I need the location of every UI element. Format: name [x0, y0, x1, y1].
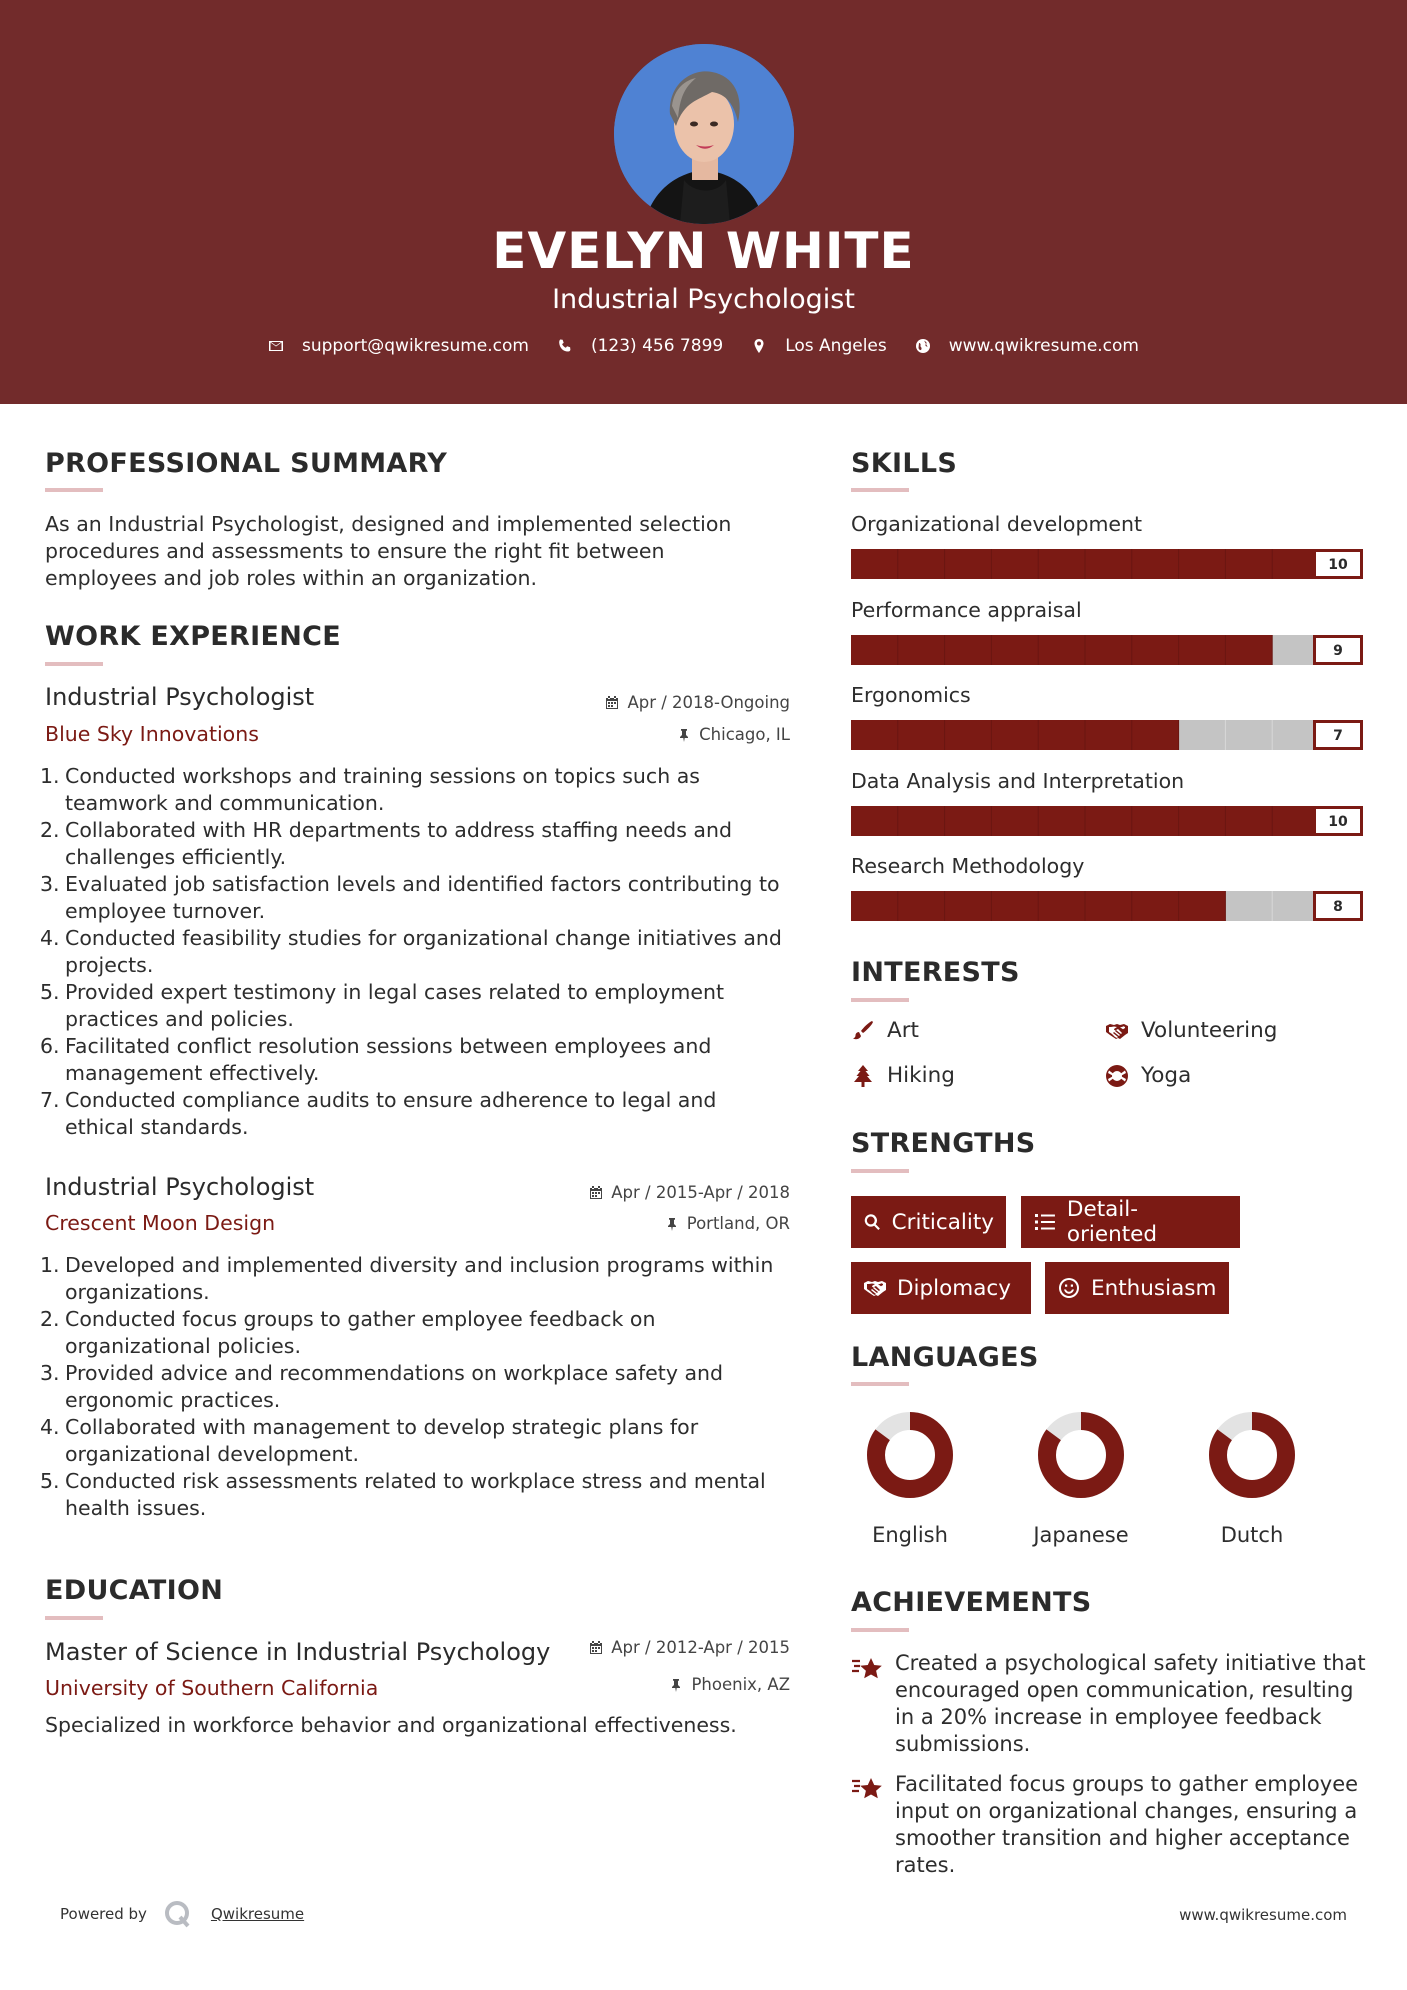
handshake-icon [863, 1276, 887, 1300]
job-dates [490, 693, 790, 712]
item-number: 1. [40, 1253, 60, 1277]
achievement-line: input on organizational changes, ensuring a [895, 1799, 1358, 1823]
bar-segment-filled [1038, 549, 1085, 579]
bar-segment-filled [991, 720, 1038, 750]
bar-segment-empty [1225, 720, 1272, 750]
experience-heading: WORK EXPERIENCE [45, 621, 341, 652]
website-text: www.qwikresume.com [948, 336, 1139, 356]
achievement-line: encouraged open communication, resulting [895, 1678, 1354, 1702]
bar-segment-empty [1272, 635, 1319, 665]
interest-hiking [851, 1063, 955, 1088]
map-pin-icon [751, 338, 767, 354]
star-award-icon [851, 1655, 885, 1685]
star-award-icon [851, 1775, 885, 1805]
bar-segment-filled [991, 806, 1038, 836]
strength-label: Criticality [891, 1209, 994, 1235]
skill-level-bar [851, 635, 1363, 665]
achievement-line: rates. [895, 1853, 956, 1877]
strength-label: Detail-oriented [1066, 1197, 1158, 1247]
summary-line: employees and job roles within an organization. [45, 566, 538, 590]
skill-label: Organizational development [851, 512, 1143, 536]
envelope-icon [268, 338, 284, 354]
section-rule [45, 1616, 103, 1620]
responsibility-item [40, 1414, 800, 1468]
skill-level-bar [851, 806, 1363, 836]
bar-segment-filled [898, 891, 945, 921]
bar-segment-filled [1132, 635, 1179, 665]
achievement-line: smoother transition and higher acceptance [895, 1826, 1350, 1850]
item-line: Provided expert testimony in legal cases related to employment [65, 980, 725, 1004]
bar-segment-filled [1038, 635, 1085, 665]
list-icon [1033, 1210, 1057, 1234]
item-number: 4. [40, 1415, 60, 1439]
strength-label: Diplomacy [897, 1275, 1011, 1301]
responsibility-item [40, 1087, 800, 1141]
summary-heading: PROFESSIONAL SUMMARY [45, 448, 448, 479]
item-line: ergonomic practices. [65, 1388, 281, 1412]
education-dates [490, 1638, 790, 1657]
item-number: 7. [40, 1088, 60, 1112]
achievements-heading: ACHIEVEMENTS [851, 1587, 1092, 1618]
item-line: ethical standards. [65, 1115, 249, 1139]
profile-photo [614, 44, 794, 224]
resume-header [0, 0, 1407, 404]
dates-text: Apr / 2012-Apr / 2015 [611, 1638, 790, 1657]
bar-segment-empty [1272, 891, 1319, 921]
responsibility-item [40, 871, 800, 925]
bar-segment-filled [1225, 635, 1272, 665]
bar-segment-filled [1272, 549, 1319, 579]
smile-icon [1057, 1276, 1081, 1300]
dates-text: Apr / 2018-Ongoing [627, 693, 790, 712]
responsibility-item [40, 1033, 800, 1087]
company-name: Crescent Moon Design [45, 1211, 276, 1235]
qwikresume-logo-icon [163, 1899, 193, 1929]
bar-segment-filled [945, 635, 992, 665]
bar-segment-filled [1132, 720, 1179, 750]
bar-segment-filled [1038, 720, 1085, 750]
item-line: organizational policies. [65, 1334, 301, 1358]
language-donut [850, 1405, 970, 1505]
powered-by [60, 1899, 304, 1929]
bar-segment-filled [851, 635, 898, 665]
item-line: organizational development. [65, 1442, 359, 1466]
bar-segment-filled [1085, 635, 1132, 665]
bar-segment-filled [945, 549, 992, 579]
responsibility-item [40, 1468, 800, 1522]
pushpin-icon [677, 728, 691, 742]
item-line: organizations. [65, 1280, 210, 1304]
pushpin-icon [665, 1217, 679, 1231]
skill-label: Performance appraisal [851, 597, 1082, 622]
interest-label: Art [887, 1018, 919, 1043]
responsibility-item [40, 763, 800, 817]
achievement-text [895, 1771, 1375, 1879]
responsibility-item [40, 1252, 800, 1306]
item-line: Collaborated with HR departments to address staffing needs and [65, 818, 732, 842]
language-label: Dutch [1220, 1523, 1284, 1547]
item-line: health issues. [65, 1496, 207, 1520]
paintbrush-icon [851, 1019, 875, 1043]
interest-yoga [1105, 1063, 1191, 1088]
candidate-name: EVELYN WHITE [492, 222, 915, 280]
interest-art [851, 1018, 919, 1043]
item-line: Conducted risk assessments related to workplace stress and mental [65, 1469, 766, 1493]
search-icon [863, 1210, 882, 1234]
language-label: Japanese [1033, 1523, 1129, 1547]
bar-segment-filled [1179, 549, 1226, 579]
candidate-title: Industrial Psychologist [552, 284, 855, 315]
interest-label: Volunteering [1141, 1018, 1278, 1043]
bar-segment-filled [1179, 891, 1226, 921]
skill-level-bar [851, 891, 1363, 921]
globe-icon [915, 338, 931, 354]
item-line: practices and policies. [65, 1007, 294, 1031]
item-line: teamwork and communication. [65, 791, 385, 815]
skill-level-bar [851, 549, 1363, 579]
school-name: University of Southern California [45, 1676, 379, 1700]
section-rule [851, 1382, 909, 1386]
section-rule [851, 1169, 909, 1173]
job-location [490, 1214, 790, 1233]
bar-segment-filled [1272, 806, 1319, 836]
bar-segment-filled [851, 549, 898, 579]
contact-website[interactable] [915, 336, 1139, 356]
item-line: Conducted workshops and training sessions on topics such as [65, 764, 700, 788]
bar-segment-filled [945, 891, 992, 921]
bar-segment-filled [991, 549, 1038, 579]
item-line: Evaluated job satisfaction levels and identified factors contributing to [65, 872, 780, 896]
lifering-icon [1105, 1064, 1129, 1088]
section-rule [851, 998, 909, 1002]
bar-segment-filled [1225, 549, 1272, 579]
item-line: Developed and implemented diversity and inclusion programs within [65, 1253, 774, 1277]
item-line: Provided advice and recommendations on workplace safety and [65, 1361, 724, 1385]
contact-location [751, 336, 887, 356]
item-number: 5. [40, 1469, 60, 1493]
bar-segment-filled [898, 720, 945, 750]
section-rule [45, 488, 103, 492]
language-donut [1021, 1405, 1141, 1505]
responsibility-item [40, 979, 800, 1033]
item-number: 2. [40, 1307, 60, 1331]
skill-label: Research Methodology [851, 854, 1085, 878]
skill-level-bar [851, 720, 1363, 750]
item-line: employee turnover. [65, 899, 266, 923]
bar-segment-filled [1085, 806, 1132, 836]
languages-heading: LANGUAGES [851, 1342, 1039, 1373]
bar-segment-filled [1132, 891, 1179, 921]
location-text: Portland, OR [686, 1214, 790, 1233]
education-description: Specialized in workforce behavior and organizational effectiveness. [45, 1713, 737, 1737]
bar-segment-filled [898, 635, 945, 665]
bar-segment-filled [1085, 891, 1132, 921]
phone-icon [557, 338, 573, 354]
bar-segment-filled [1132, 806, 1179, 836]
item-line: challenges efficiently. [65, 845, 287, 869]
section-rule [45, 662, 103, 666]
responsibility-item [40, 1360, 800, 1414]
strength-tag [1021, 1196, 1240, 1248]
strength-tag [851, 1262, 1031, 1314]
achievement-line: submissions. [895, 1732, 1031, 1756]
achievement-line: in a 20% increase in employee feedback [895, 1705, 1322, 1729]
responsibility-list [40, 763, 800, 1141]
calendar-icon [589, 1641, 603, 1655]
education-location [490, 1675, 790, 1694]
calendar-icon [605, 696, 619, 710]
item-line: Facilitated conflict resolution sessions between employees and [65, 1034, 712, 1058]
responsibility-item [40, 925, 800, 979]
bar-segment-filled [1038, 891, 1085, 921]
item-number: 2. [40, 818, 60, 842]
bar-segment-empty [1179, 720, 1226, 750]
strength-label: Enthusiasm [1091, 1275, 1217, 1301]
degree-title: Master of Science in Industrial Psychology [45, 1638, 551, 1666]
bar-segment-empty [1225, 891, 1272, 921]
contact-bar [0, 336, 1407, 356]
contact-email[interactable] [268, 336, 529, 356]
responsibility-item [40, 817, 800, 871]
email-text: support@qwikresume.com [302, 336, 529, 356]
bar-segment-filled [945, 720, 992, 750]
job-location [490, 725, 790, 744]
section-rule [851, 1628, 909, 1632]
job-dates [490, 1183, 790, 1202]
bar-segment-filled [898, 806, 945, 836]
location-text: Chicago, IL [699, 725, 790, 744]
skill-level-value: 7 [1333, 728, 1343, 744]
item-line: Conducted feasibility studies for organizational change initiatives and [65, 926, 782, 950]
item-number: 6. [40, 1034, 60, 1058]
bar-segment-filled [991, 635, 1038, 665]
powered-by-text: Powered by [60, 1905, 147, 1923]
interest-label: Hiking [887, 1063, 955, 1088]
summary-line: procedures and assessments to ensure the right fit between [45, 539, 665, 563]
bar-segment-filled [945, 806, 992, 836]
responsibility-list [40, 1252, 800, 1522]
item-line: projects. [65, 953, 154, 977]
interests-heading: INTERESTS [851, 957, 1020, 988]
calendar-icon [589, 1186, 603, 1200]
summary-text [45, 511, 785, 592]
item-number: 3. [40, 1361, 60, 1385]
achievement-line: Facilitated focus groups to gather employee [895, 1772, 1359, 1796]
bar-segment-filled [1179, 806, 1226, 836]
language-label: English [872, 1523, 948, 1547]
tree-icon [851, 1064, 875, 1088]
achievement-text [895, 1650, 1375, 1758]
company-name: Blue Sky Innovations [45, 722, 259, 746]
item-line: Conducted compliance audits to ensure adherence to legal and [65, 1088, 717, 1112]
interest-label: Yoga [1141, 1063, 1192, 1088]
bar-segment-filled [851, 806, 898, 836]
achievement-line: Created a psychological safety initiative that [895, 1651, 1366, 1675]
bar-segment-filled [1132, 549, 1179, 579]
location-text: Phoenix, AZ [691, 1675, 790, 1694]
contact-phone[interactable] [557, 336, 723, 356]
skills-heading: SKILLS [851, 448, 958, 479]
bar-segment-filled [991, 891, 1038, 921]
strengths-heading: STRENGTHS [851, 1128, 1036, 1159]
language-donut [1192, 1405, 1312, 1505]
location-text: Los Angeles [785, 336, 887, 356]
bar-segment-filled [851, 720, 898, 750]
bar-segment-filled [851, 891, 898, 921]
summary-line: As an Industrial Psychologist, designed and implemented selection [45, 512, 732, 536]
section-rule [851, 488, 909, 492]
job-title: Industrial Psychologist [45, 683, 315, 711]
bar-segment-filled [1038, 806, 1085, 836]
interest-volunteering [1105, 1018, 1277, 1043]
pushpin-icon [669, 1678, 683, 1692]
item-number: 4. [40, 926, 60, 950]
job-title: Industrial Psychologist [45, 1173, 315, 1201]
bar-segment-filled [1225, 806, 1272, 836]
qwikresume-link[interactable]: Qwikresume [210, 1905, 305, 1923]
bar-segment-empty [1272, 720, 1319, 750]
item-number: 5. [40, 980, 60, 1004]
strength-tag [851, 1196, 1006, 1248]
responsibility-item [40, 1306, 800, 1360]
skill-level-value: 9 [1333, 642, 1343, 659]
footer-website[interactable]: www.qwikresume.com [1179, 1906, 1347, 1924]
item-number: 1. [40, 764, 60, 788]
bar-segment-filled [1179, 635, 1226, 665]
skill-level-value: 10 [1328, 557, 1348, 573]
handshake-icon [1105, 1019, 1129, 1043]
bar-segment-filled [898, 549, 945, 579]
bar-segment-filled [1085, 549, 1132, 579]
strength-tag [1045, 1262, 1229, 1314]
phone-text: (123) 456 7899 [590, 336, 724, 356]
dates-text: Apr / 2015-Apr / 2018 [611, 1183, 790, 1202]
bar-segment-filled [1085, 720, 1132, 750]
skill-level-value: 10 [1328, 813, 1348, 830]
item-line: Collaborated with management to develop strategic plans for [65, 1415, 699, 1439]
skill-label: Ergonomics [851, 683, 971, 707]
skill-label: Data Analysis and Interpretation [851, 768, 1185, 793]
item-number: 3. [40, 872, 60, 896]
skill-level-value: 8 [1333, 899, 1343, 915]
item-line: Conducted focus groups to gather employee feedback on [65, 1307, 656, 1331]
education-heading: EDUCATION [45, 1575, 224, 1606]
item-line: management effectively. [65, 1061, 320, 1085]
